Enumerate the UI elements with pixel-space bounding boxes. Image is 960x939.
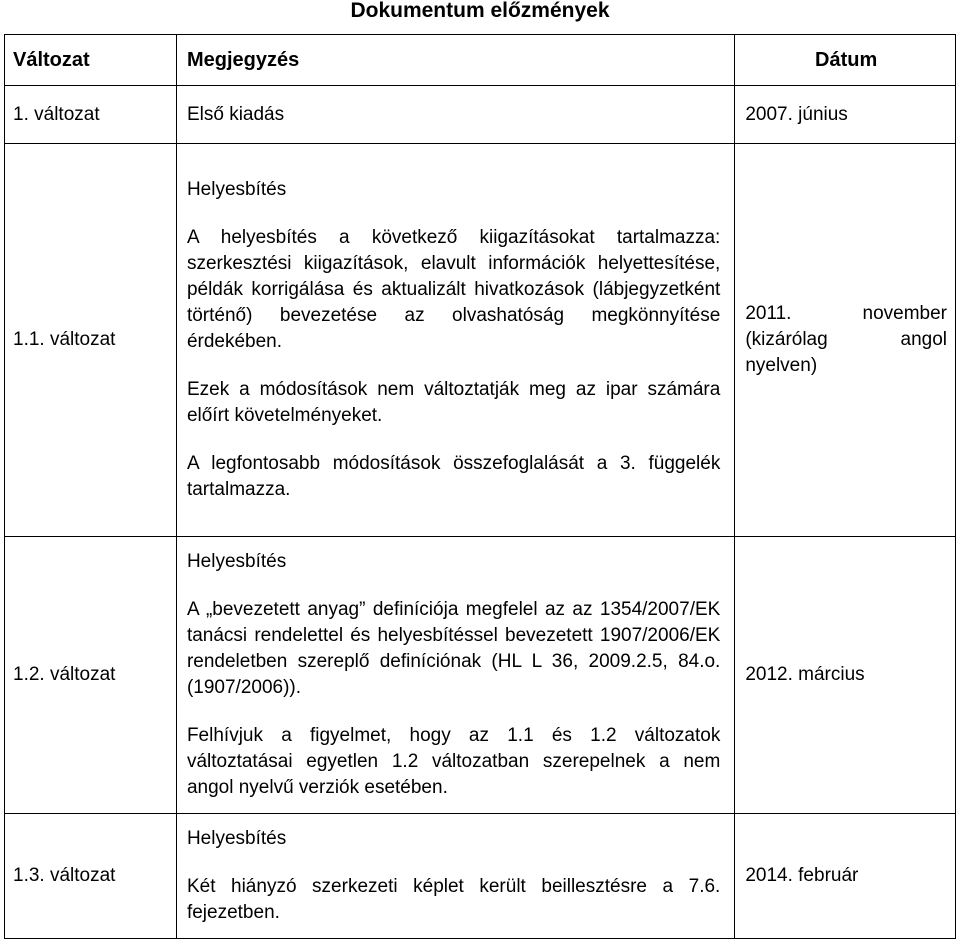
table-row	[5, 814, 956, 939]
date-cell: 2007. június	[735, 86, 956, 144]
version-cell: 1.3. változat	[5, 814, 177, 939]
version-cell: 1.2. változat	[5, 537, 177, 814]
note-paragraph: Két hiányzó szerkezeti képlet került beillesztésre a 7.6. fejezetben.	[186, 876, 721, 923]
note-paragraph: A legfontosabb módosítások összefoglalását a 3. függelék tartalmazza.	[186, 453, 721, 500]
note-paragraph: Első kiadás	[186, 103, 285, 125]
note-paragraph: Felhívjuk a figyelmet, hogy az 1.1 és 1.2 változatok változtatásai egyetlen 1.2 változatban szerepelnek a nem angol nyelvű verziók esetében.	[186, 725, 721, 798]
table-row	[5, 144, 956, 537]
document-title: Dokumentum előzmények	[350, 0, 610, 22]
note-paragraph: Ezek a módosítások nem változtatják meg az ipar számára előírt követelményeket.	[186, 379, 721, 426]
note-cell	[176, 144, 734, 537]
header-version: Változat	[5, 35, 177, 86]
note-cell	[176, 86, 734, 144]
note-cell	[176, 537, 734, 814]
date-cell: 2012. március	[735, 537, 956, 814]
header-row	[5, 35, 956, 86]
note-paragraph: A „bevezetett anyag” definíciója megfelel az az 1354/2007/EK tanácsi rendelettel és helyesbítéssel bevezetett 1907/2006/EK rendeletben szereplő definíciónak (HL L 36, 2009.2.5, 84.o. (1907/2006)).	[186, 599, 721, 698]
date-cell: 2014. február	[735, 814, 956, 939]
header-date: Dátum	[735, 35, 956, 86]
note-paragraph: Helyesbítés	[186, 551, 287, 572]
note-paragraph: Helyesbítés	[186, 179, 287, 200]
table-row	[5, 86, 956, 144]
date-cell: 2011. november (kizárólag angol nyelven)	[735, 144, 956, 537]
version-cell: 1.1. változat	[5, 144, 177, 537]
table-row	[5, 537, 956, 814]
note-paragraph: Helyesbítés	[186, 828, 287, 849]
note-cell	[176, 814, 734, 939]
header-note: Megjegyzés	[176, 35, 734, 86]
version-cell: 1. változat	[5, 86, 177, 144]
version-history-table	[4, 34, 956, 939]
note-paragraph: A helyesbítés a következő kiigazításokat tartalmazza: szerkesztési kiigazítások, elavult információk helyettesítése, példák korrigálása és aktualizált hivatkozások (lábjegyzetként történő) bevezetése az olvashatóság megkönnyítése érdekében.	[186, 227, 721, 352]
